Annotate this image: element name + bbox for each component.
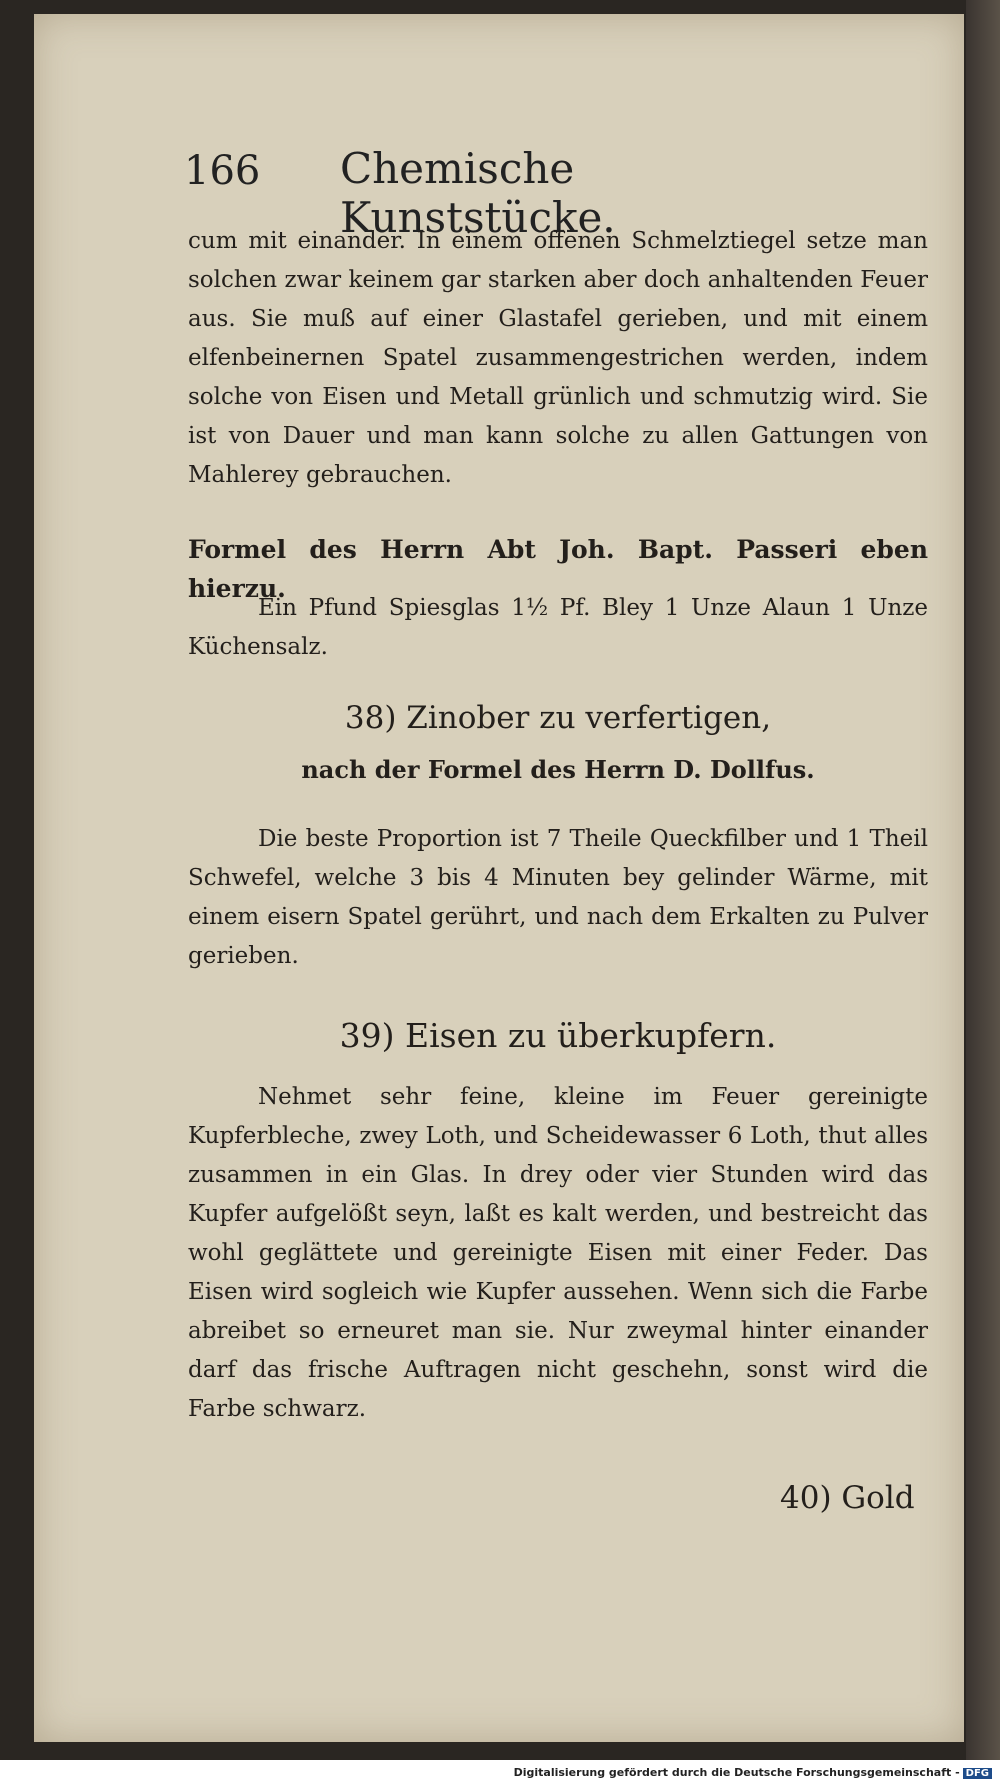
page-header bbox=[150, 140, 840, 242]
digitization-credit bbox=[514, 1766, 992, 1779]
formel-heading-text: Formel des Herrn Abt Joh. Bapt. Passeri eben hierzu. bbox=[188, 535, 928, 603]
paragraph bbox=[188, 589, 928, 667]
section-heading-38: 38) Zinober zu verfertigen, bbox=[344, 700, 772, 736]
section-subheading-38: nach der Formel des Herrn D. Dollfus. bbox=[301, 755, 815, 784]
paragraph-text: Die beste Proportion ist 7 Theile Queckfilber und 1 Theil Schwefel, welche 3 bis 4 Minuten bey gelinder Wärme, mit einem eisern Spatel gerührt, und nach dem Erkalten zu Pulver gerieben. bbox=[188, 826, 928, 969]
paragraph bbox=[188, 820, 928, 976]
paragraph-text: Nehmet sehr feine, kleine im Feuer gereinigte Kupferbleche, zwey Loth, und Scheidewasser 6 Loth, thut alles zusammen in ein Glas. In drey oder vier Stunden wird das Kupfer aufgelößt seyn, laßt es kalt werden, und bestreicht das wohl geglättete und gereinigte Eisen mit einer Feder. Das Eisen wird sogleich wie Kupfer aussehen. Wenn sich die Farbe abreibet so erneuret man sie. Nur zweymal hinter einander darf das frische Auftragen nicht geschehn, sonst wird die Farbe schwarz. bbox=[188, 1084, 928, 1422]
dfg-logo: DFG bbox=[963, 1768, 992, 1779]
running-title: Chemische Kunststücke. bbox=[340, 144, 616, 242]
credit-text: Digitalisierung gefördert durch die Deutsche Forschungsgemeinschaft - bbox=[513, 1766, 960, 1779]
section-heading-39: 39) Eisen zu überkupfern. bbox=[339, 1016, 777, 1055]
page-number: 166 bbox=[184, 148, 261, 194]
paragraph-text: cum mit einander. In einem offenen Schmelztiegel setze man solchen zwar keinem gar starken aber doch anhaltenden Feuer aus. Sie muß auf einer Glastafel gerieben, und mit einem elfenbeinernen Spatel zusammengestrichen werden, indem solche von Eisen und Metall grünlich und schmutzig wird. Sie ist von Dauer und man kann solche zu allen Gattungen von Mahlerey gebrauchen. bbox=[188, 228, 928, 488]
catchword: 40) Gold bbox=[780, 1480, 915, 1516]
paragraph bbox=[188, 1078, 928, 1429]
paragraph bbox=[188, 222, 928, 495]
book-edge bbox=[966, 0, 1000, 1760]
paragraph-text: Ein Pfund Spiesglas 1½ Pf. Bley 1 Unze Alaun 1 Unze Küchensalz. bbox=[188, 595, 928, 660]
